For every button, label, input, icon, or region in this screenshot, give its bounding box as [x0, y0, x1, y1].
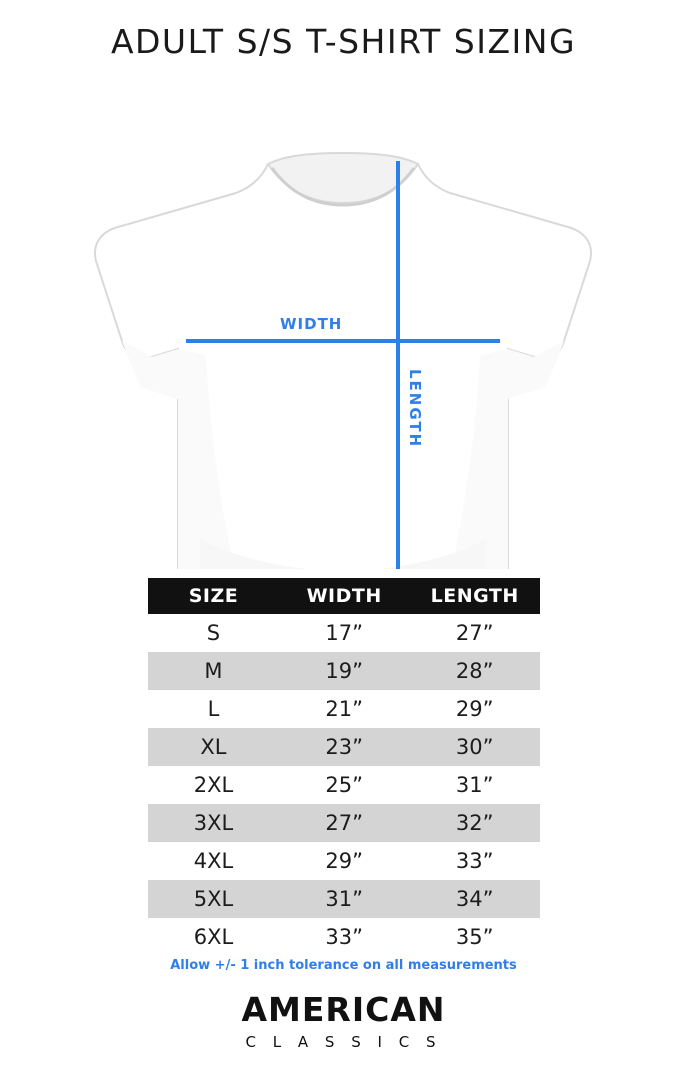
brand-subtitle: C L A S S I C S: [245, 1033, 442, 1051]
cell-length: 30”: [409, 728, 540, 766]
cell-width: 33”: [279, 918, 410, 956]
cell-width: 29”: [279, 842, 410, 880]
cell-width: 21”: [279, 690, 410, 728]
cell-width: 19”: [279, 652, 410, 690]
cell-length: 29”: [409, 690, 540, 728]
cell-width: 27”: [279, 804, 410, 842]
cell-length: 27”: [409, 614, 540, 652]
table-row: [148, 614, 540, 652]
cell-width: 31”: [279, 880, 410, 918]
cell-length: 28”: [409, 652, 540, 690]
cell-size: 6XL: [148, 918, 279, 956]
cell-length: 33”: [409, 842, 540, 880]
column-header-size: SIZE: [148, 578, 279, 614]
cell-length: 31”: [409, 766, 540, 804]
table-row: [148, 652, 540, 690]
cell-length: 34”: [409, 880, 540, 918]
size-table: [148, 578, 540, 956]
cell-size: S: [148, 614, 279, 652]
table-row: [148, 880, 540, 918]
tshirt-illustration: [0, 69, 687, 569]
brand-name: AMERICAN: [241, 990, 446, 1029]
cell-size: M: [148, 652, 279, 690]
table-row: [148, 918, 540, 956]
table-header-row: [148, 578, 540, 614]
table-row: [148, 766, 540, 804]
column-header-length: LENGTH: [409, 578, 540, 614]
cell-size: 2XL: [148, 766, 279, 804]
tshirt-diagram: [0, 69, 687, 569]
cell-size: 3XL: [148, 804, 279, 842]
cell-size: 4XL: [148, 842, 279, 880]
length-label: LENGTH: [406, 369, 424, 449]
cell-width: 23”: [279, 728, 410, 766]
cell-width: 25”: [279, 766, 410, 804]
tolerance-note: Allow +/- 1 inch tolerance on all measurements: [170, 958, 517, 973]
table-row: [148, 728, 540, 766]
column-header-width: WIDTH: [279, 578, 410, 614]
cell-size: 5XL: [148, 880, 279, 918]
cell-size: L: [148, 690, 279, 728]
table-row: [148, 842, 540, 880]
cell-length: 32”: [409, 804, 540, 842]
table-row: [148, 690, 540, 728]
cell-length: 35”: [409, 918, 540, 956]
brand-logo: [0, 990, 687, 1051]
cell-size: XL: [148, 728, 279, 766]
table-row: [148, 804, 540, 842]
size-table-container: [148, 578, 540, 956]
cell-width: 17”: [279, 614, 410, 652]
page-title: ADULT S/S T-SHIRT SIZING: [110, 22, 577, 61]
width-label: WIDTH: [280, 315, 343, 333]
